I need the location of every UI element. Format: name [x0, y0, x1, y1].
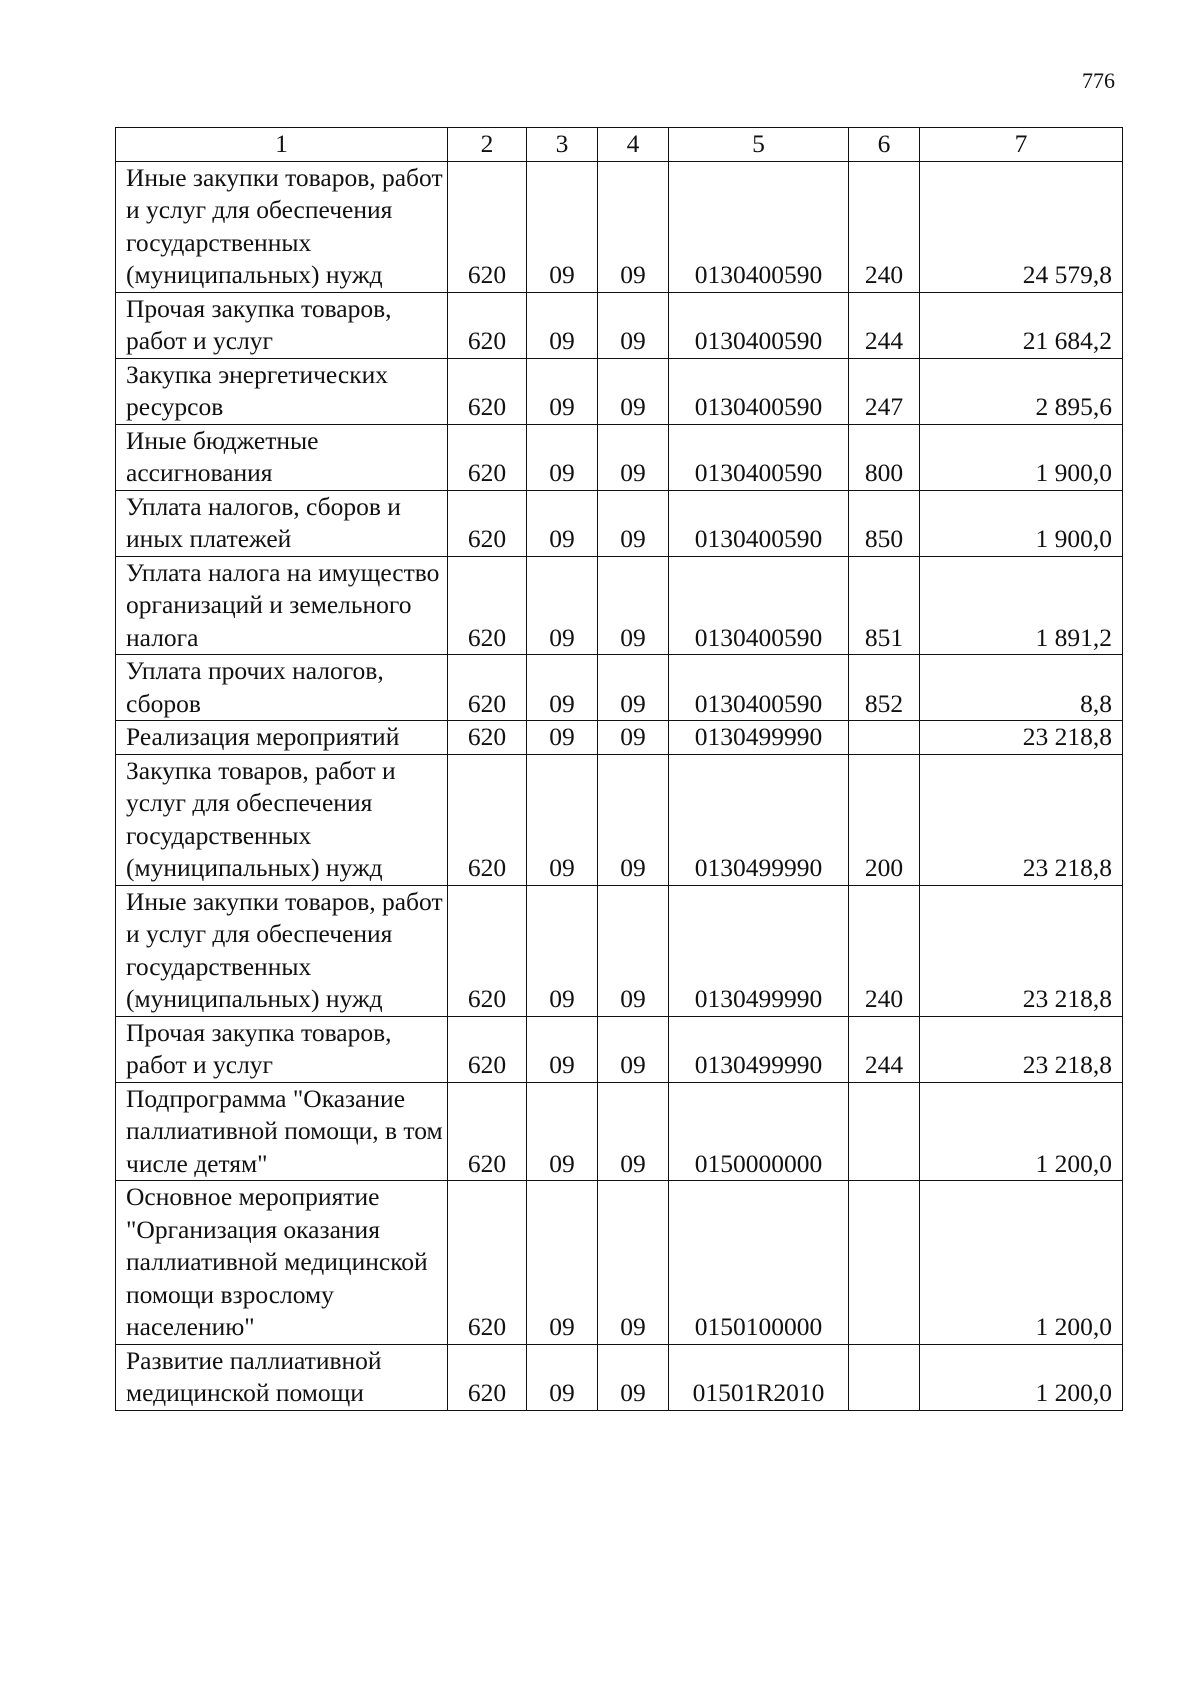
subsection-cell: 09: [598, 1016, 669, 1082]
target-article-cell: 0130400590: [669, 161, 849, 292]
expense-type-cell: 852: [849, 655, 920, 721]
target-article-cell: 0130400590: [669, 358, 849, 424]
amount-cell: 23 218,8: [920, 721, 1123, 755]
target-article-cell: 0130400590: [669, 556, 849, 655]
table-row: [116, 490, 1123, 556]
row-name-cell: Прочая закупка товаров, работ и услуг: [116, 292, 448, 358]
expense-type-cell: [849, 1181, 920, 1345]
page-number: 776: [1082, 68, 1115, 93]
table-row: [116, 292, 1123, 358]
table-row: [116, 1082, 1123, 1181]
section-cell: 09: [527, 721, 598, 755]
section-cell: 09: [527, 161, 598, 292]
table-row: [116, 161, 1123, 292]
table-row: [116, 721, 1123, 755]
column-header: 5: [669, 128, 849, 162]
amount-cell: 8,8: [920, 655, 1123, 721]
row-name-cell: Уплата прочих налогов, сборов: [116, 655, 448, 721]
table-row: [116, 655, 1123, 721]
table-row: [116, 885, 1123, 1016]
admin-code-cell: 620: [448, 1016, 527, 1082]
target-article-cell: 01501R2010: [669, 1344, 849, 1410]
section-cell: 09: [527, 556, 598, 655]
target-article-cell: 0150100000: [669, 1181, 849, 1345]
target-article-cell: 0130400590: [669, 292, 849, 358]
expense-type-cell: [849, 1344, 920, 1410]
admin-code-cell: 620: [448, 490, 527, 556]
subsection-cell: 09: [598, 161, 669, 292]
subsection-cell: 09: [598, 556, 669, 655]
subsection-cell: 09: [598, 1344, 669, 1410]
section-cell: 09: [527, 885, 598, 1016]
admin-code-cell: 620: [448, 1344, 527, 1410]
expense-type-cell: [849, 721, 920, 755]
admin-code-cell: 620: [448, 1181, 527, 1345]
row-name-cell: Иные закупки товаров, работ и услуг для обеспечения государственных (муниципальных) нужд: [116, 885, 448, 1016]
table-row: [116, 358, 1123, 424]
amount-cell: 1 891,2: [920, 556, 1123, 655]
subsection-cell: 09: [598, 1082, 669, 1181]
section-cell: 09: [527, 358, 598, 424]
section-cell: 09: [527, 754, 598, 885]
amount-cell: 21 684,2: [920, 292, 1123, 358]
expense-type-cell: 244: [849, 292, 920, 358]
subsection-cell: 09: [598, 358, 669, 424]
column-header: 4: [598, 128, 669, 162]
section-cell: 09: [527, 1082, 598, 1181]
target-article-cell: 0130499990: [669, 1016, 849, 1082]
expense-type-cell: [849, 1082, 920, 1181]
admin-code-cell: 620: [448, 161, 527, 292]
row-name-cell: Прочая закупка товаров, работ и услуг: [116, 1016, 448, 1082]
target-article-cell: 0150000000: [669, 1082, 849, 1181]
column-header: 6: [849, 128, 920, 162]
subsection-cell: 09: [598, 754, 669, 885]
subsection-cell: 09: [598, 490, 669, 556]
section-cell: 09: [527, 655, 598, 721]
admin-code-cell: 620: [448, 655, 527, 721]
expense-type-cell: 850: [849, 490, 920, 556]
target-article-cell: 0130400590: [669, 655, 849, 721]
section-cell: 09: [527, 490, 598, 556]
target-article-cell: 0130499990: [669, 885, 849, 1016]
column-header: 1: [116, 128, 448, 162]
subsection-cell: 09: [598, 424, 669, 490]
admin-code-cell: 620: [448, 721, 527, 755]
subsection-cell: 09: [598, 655, 669, 721]
admin-code-cell: 620: [448, 292, 527, 358]
row-name-cell: Иные бюджетные ассигнования: [116, 424, 448, 490]
amount-cell: 23 218,8: [920, 885, 1123, 1016]
row-name-cell: Основное мероприятие "Организация оказания паллиативной медицинской помощи взрослому населению": [116, 1181, 448, 1345]
table-row: [116, 556, 1123, 655]
amount-cell: 23 218,8: [920, 754, 1123, 885]
admin-code-cell: 620: [448, 424, 527, 490]
expense-type-cell: 247: [849, 358, 920, 424]
subsection-cell: 09: [598, 1181, 669, 1345]
row-name-cell: Развитие паллиативной медицинской помощи: [116, 1344, 448, 1410]
table-row: [116, 1016, 1123, 1082]
amount-cell: 1 900,0: [920, 424, 1123, 490]
table-row: [116, 1344, 1123, 1410]
target-article-cell: 0130499990: [669, 754, 849, 885]
expense-type-cell: 244: [849, 1016, 920, 1082]
row-name-cell: Уплата налога на имущество организаций и земельного налога: [116, 556, 448, 655]
section-cell: 09: [527, 424, 598, 490]
amount-cell: 1 900,0: [920, 490, 1123, 556]
table-row: [116, 424, 1123, 490]
amount-cell: 1 200,0: [920, 1082, 1123, 1181]
subsection-cell: 09: [598, 292, 669, 358]
expense-type-cell: 240: [849, 161, 920, 292]
column-header: 7: [920, 128, 1123, 162]
budget-table: [115, 127, 1123, 1411]
expense-type-cell: 851: [849, 556, 920, 655]
row-name-cell: Подпрограмма "Оказание паллиативной помощи, в том числе детям": [116, 1082, 448, 1181]
section-cell: 09: [527, 1016, 598, 1082]
admin-code-cell: 620: [448, 556, 527, 655]
expense-type-cell: 200: [849, 754, 920, 885]
table-row: [116, 754, 1123, 885]
amount-cell: 1 200,0: [920, 1181, 1123, 1345]
amount-cell: 2 895,6: [920, 358, 1123, 424]
admin-code-cell: 620: [448, 754, 527, 885]
section-cell: 09: [527, 1344, 598, 1410]
admin-code-cell: 620: [448, 358, 527, 424]
amount-cell: 24 579,8: [920, 161, 1123, 292]
section-cell: 09: [527, 1181, 598, 1345]
target-article-cell: 0130499990: [669, 721, 849, 755]
admin-code-cell: 620: [448, 885, 527, 1016]
target-article-cell: 0130400590: [669, 490, 849, 556]
target-article-cell: 0130400590: [669, 424, 849, 490]
subsection-cell: 09: [598, 721, 669, 755]
column-header: 2: [448, 128, 527, 162]
expense-type-cell: 800: [849, 424, 920, 490]
admin-code-cell: 620: [448, 1082, 527, 1181]
row-name-cell: Уплата налогов, сборов и иных платежей: [116, 490, 448, 556]
row-name-cell: Закупка энергетических ресурсов: [116, 358, 448, 424]
row-name-cell: Иные закупки товаров, работ и услуг для обеспечения государственных (муниципальных) нужд: [116, 161, 448, 292]
section-cell: 09: [527, 292, 598, 358]
row-name-cell: Закупка товаров, работ и услуг для обеспечения государственных (муниципальных) нужд: [116, 754, 448, 885]
table-body: [116, 161, 1123, 1410]
table-header-row: [116, 128, 1123, 162]
expense-type-cell: 240: [849, 885, 920, 1016]
amount-cell: 1 200,0: [920, 1344, 1123, 1410]
amount-cell: 23 218,8: [920, 1016, 1123, 1082]
table-row: [116, 1181, 1123, 1345]
column-header: 3: [527, 128, 598, 162]
subsection-cell: 09: [598, 885, 669, 1016]
row-name-cell: Реализация мероприятий: [116, 721, 448, 755]
